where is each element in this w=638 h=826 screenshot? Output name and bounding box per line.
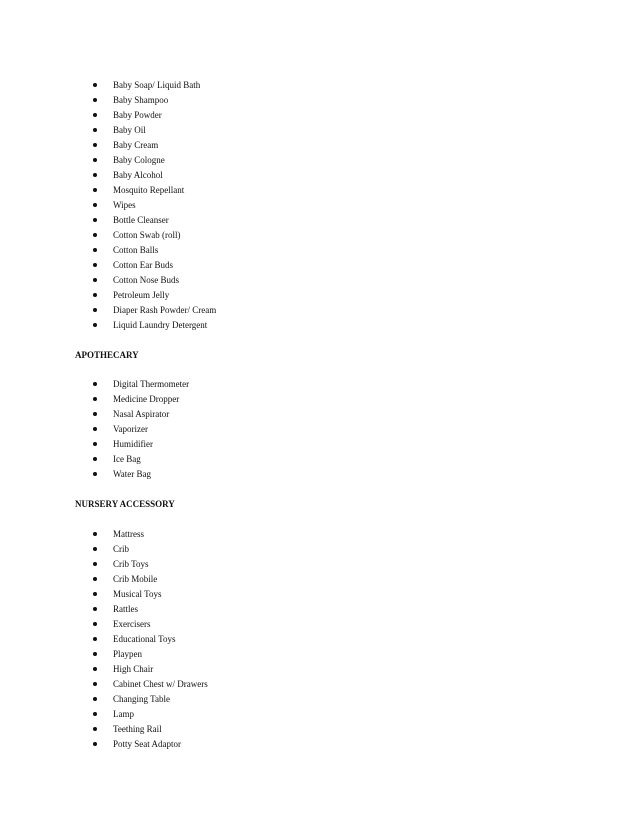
bullet-icon (93, 143, 97, 147)
list-item-label: Playpen (113, 649, 142, 659)
list-item-label: Musical Toys (113, 589, 162, 599)
list-item (0, 108, 638, 123)
list-item-label: Potty Seat Adaptor (113, 739, 181, 749)
list-item-label: Digital Thermometer (113, 379, 190, 389)
apothecary-heading: APOTHECARY (75, 350, 139, 360)
bullet-icon (93, 562, 97, 566)
list-item-label: Cotton Nose Buds (113, 275, 180, 285)
list-item (0, 557, 638, 572)
list-item (0, 632, 638, 647)
bullet-icon (93, 697, 97, 701)
nursery-accessory-heading: NURSERY ACCESSORY (75, 499, 175, 509)
list-item (0, 647, 638, 662)
list-item-label: Wipes (113, 200, 136, 210)
list-item (0, 258, 638, 273)
apothecary-list (0, 377, 638, 482)
list-item (0, 542, 638, 557)
list-item-label: Medicine Dropper (113, 394, 180, 404)
bullet-icon (93, 637, 97, 641)
list-item-label: Rattles (113, 604, 138, 614)
bullet-icon (93, 607, 97, 611)
list-item-label: Liquid Laundry Detergent (113, 320, 208, 330)
bullet-icon (93, 98, 97, 102)
bullet-icon (93, 128, 97, 132)
list-item-label: High Chair (113, 664, 154, 674)
list-item (0, 392, 638, 407)
list-item (0, 737, 638, 752)
list-item-label: Ice Bag (113, 454, 141, 464)
list-item (0, 228, 638, 243)
list-item (0, 78, 638, 93)
list-item-label: Cotton Ear Buds (113, 260, 173, 270)
list-item (0, 138, 638, 153)
bullet-icon (93, 263, 97, 267)
toiletries-list (0, 78, 638, 333)
bullet-icon (93, 547, 97, 551)
bullet-icon (93, 218, 97, 222)
list-item (0, 288, 638, 303)
list-item (0, 707, 638, 722)
list-item-label: Teething Rail (113, 724, 162, 734)
list-item-label: Changing Table (113, 694, 170, 704)
apothecary-section (0, 377, 638, 482)
list-item-label: Crib (113, 544, 130, 554)
list-item (0, 183, 638, 198)
bullet-icon (93, 592, 97, 596)
bullet-icon (93, 412, 97, 416)
list-item (0, 243, 638, 258)
bullet-icon (93, 532, 97, 536)
list-item (0, 93, 638, 108)
list-item (0, 407, 638, 422)
list-item-label: Water Bag (113, 469, 152, 479)
bullet-icon (93, 667, 97, 671)
bullet-icon (93, 113, 97, 117)
list-item (0, 168, 638, 183)
bullet-icon (93, 248, 97, 252)
bullet-icon (93, 173, 97, 177)
list-item (0, 377, 638, 392)
list-item (0, 722, 638, 737)
list-item (0, 572, 638, 587)
bullet-icon (93, 203, 97, 207)
list-item-label: Nasal Aspirator (113, 409, 170, 419)
list-item (0, 677, 638, 692)
bullet-icon (93, 712, 97, 716)
bullet-icon (93, 158, 97, 162)
list-item-label: Humidifier (113, 439, 153, 449)
list-item-label: Mosquito Repellant (113, 185, 185, 195)
bullet-icon (93, 83, 97, 87)
list-item (0, 452, 638, 467)
nursery-accessory-list (0, 527, 638, 752)
list-item (0, 692, 638, 707)
list-item-label: Vaporizer (113, 424, 148, 434)
bullet-icon (93, 472, 97, 476)
list-item-label: Baby Shampoo (113, 95, 169, 105)
list-item-label: Baby Powder (113, 110, 162, 120)
list-item (0, 587, 638, 602)
list-item-label: Petroleum Jelly (113, 290, 170, 300)
bullet-icon (93, 622, 97, 626)
list-item (0, 617, 638, 632)
list-item (0, 273, 638, 288)
bullet-icon (93, 308, 97, 312)
list-item (0, 318, 638, 333)
bullet-icon (93, 442, 97, 446)
list-item-label: Baby Cream (113, 140, 159, 150)
list-item-label: Baby Cologne (113, 155, 165, 165)
list-item-label: Baby Oil (113, 125, 146, 135)
nursery-accessory-section (0, 527, 638, 752)
list-item-label: Exercisers (113, 619, 151, 629)
list-item (0, 437, 638, 452)
list-item-label: Cotton Balls (113, 245, 159, 255)
bullet-icon (93, 457, 97, 461)
list-item (0, 303, 638, 318)
list-item-label: Mattress (113, 529, 144, 539)
bullet-icon (93, 233, 97, 237)
bullet-icon (93, 278, 97, 282)
list-item-label: Bottle Cleanser (113, 215, 169, 225)
list-item (0, 422, 638, 437)
list-item (0, 467, 638, 482)
bullet-icon (93, 397, 97, 401)
list-item (0, 213, 638, 228)
list-item (0, 153, 638, 168)
list-item-label: Crib Mobile (113, 574, 158, 584)
list-item-label: Educational Toys (113, 634, 176, 644)
bullet-icon (93, 427, 97, 431)
bullet-icon (93, 652, 97, 656)
bullet-icon (93, 382, 97, 386)
list-item-label: Cabinet Chest w/ Drawers (113, 679, 208, 689)
list-item (0, 198, 638, 213)
list-item (0, 602, 638, 617)
list-item-label: Baby Alcohol (113, 170, 163, 180)
bullet-icon (93, 727, 97, 731)
list-item-label: Baby Soap/ Liquid Bath (113, 80, 201, 90)
list-item (0, 527, 638, 542)
bullet-icon (93, 577, 97, 581)
bullet-icon (93, 323, 97, 327)
bullet-icon (93, 188, 97, 192)
list-item-label: Lamp (113, 709, 134, 719)
list-item-label: Crib Toys (113, 559, 149, 569)
list-item (0, 662, 638, 677)
bullet-icon (93, 742, 97, 746)
bullet-icon (93, 293, 97, 297)
bullet-icon (93, 682, 97, 686)
list-item (0, 123, 638, 138)
list-item-label: Cotton Swab (roll) (113, 230, 181, 240)
toiletries-section (0, 78, 638, 333)
list-item-label: Diaper Rash Powder/ Cream (113, 305, 217, 315)
